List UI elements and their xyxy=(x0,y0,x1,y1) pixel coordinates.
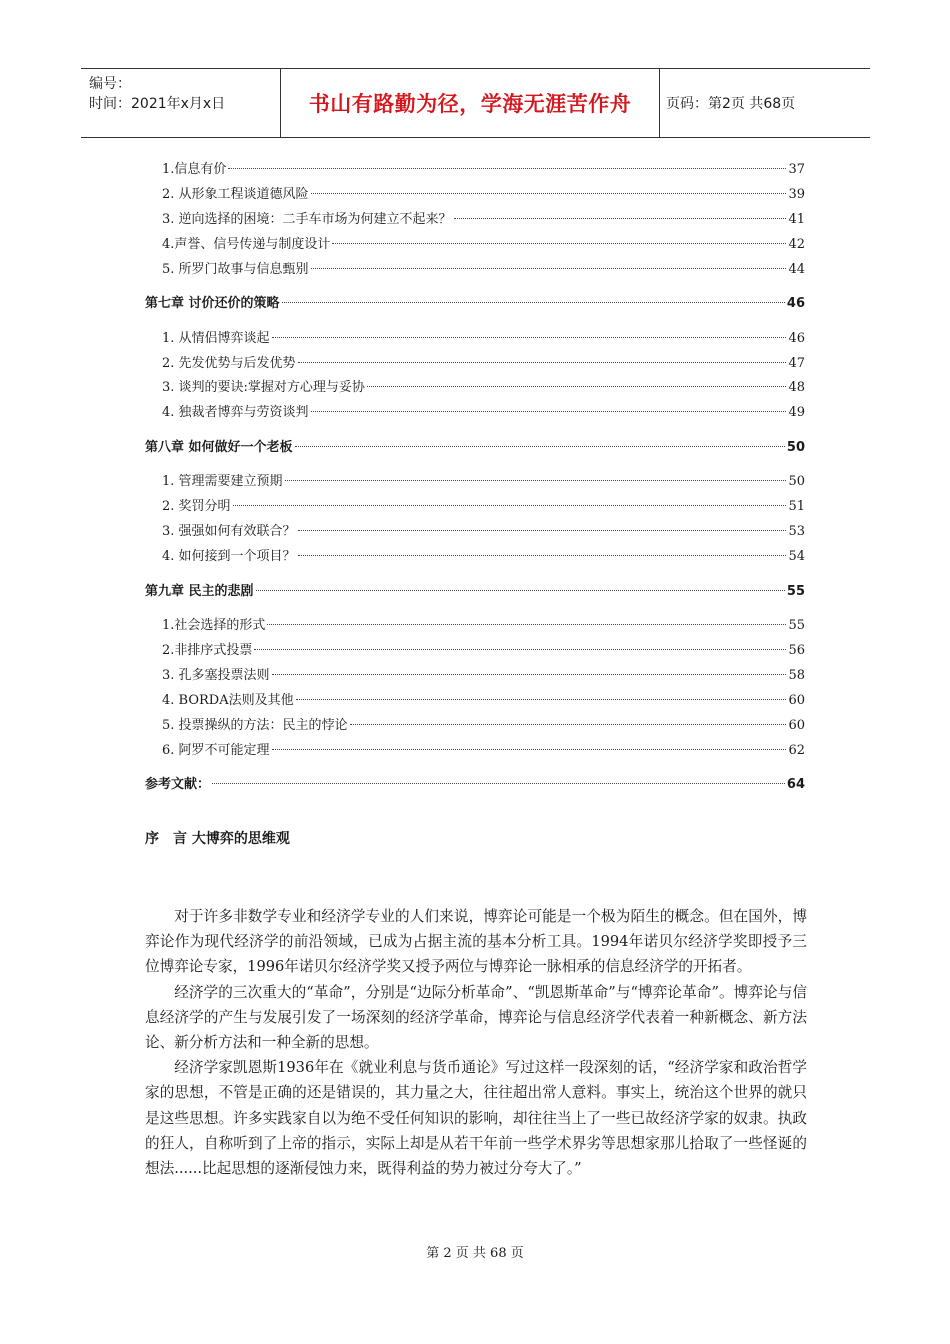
toc-leader-dots xyxy=(311,193,787,194)
toc-entry-title: 4. 如何接到一个项目？ xyxy=(162,549,296,565)
toc-entry-page: 64 xyxy=(786,777,805,793)
toc-entry-page: 41 xyxy=(788,211,805,227)
body-paragraph: 经济学的三次重大的“革命”，分别是“边际分析革命”、“凯恩斯革命”与“博弈论革命”。博弈论与信息经济学的产生与发展引发了一场深刻的经济学革命，博弈论与信息经济学代表着一种新概念、新方法论、新分析方法和一种全新的思想。 xyxy=(145,983,807,1052)
toc-leader-dots xyxy=(254,649,786,650)
toc-entry-row[interactable] xyxy=(145,258,805,283)
toc-entry-row[interactable] xyxy=(145,739,805,764)
toc-entry-page: 50 xyxy=(786,439,805,455)
toc-entry-row[interactable] xyxy=(145,352,805,377)
toc-entry-page: 51 xyxy=(788,499,805,515)
toc-entry-row[interactable] xyxy=(145,614,805,639)
toc-entry-row[interactable] xyxy=(145,639,805,664)
toc-leader-dots xyxy=(350,724,787,725)
page-footer: 第 2 页 共 68 页 xyxy=(426,1246,524,1261)
toc-gap xyxy=(145,461,805,471)
toc-leader-dots xyxy=(296,699,787,700)
toc-entry-title: 第九章 民主的悲剧 xyxy=(145,583,254,599)
toc-leader-dots xyxy=(256,590,785,591)
toc-entry-row[interactable] xyxy=(145,470,805,495)
toc-leader-dots xyxy=(367,386,787,387)
section-title: 序 言 大博弈的思维观 xyxy=(145,831,290,847)
toc-leader-dots xyxy=(298,555,787,556)
toc-entry-page: 55 xyxy=(786,583,805,599)
toc-entry-page: 50 xyxy=(788,474,805,490)
toc-entry-title: 4.声誉、信号传递与制度设计 xyxy=(162,236,331,252)
toc-leader-dots xyxy=(272,674,787,675)
toc-entry-row[interactable] xyxy=(145,495,805,520)
toc-entry-title: 2. 先发优势与后发优势 xyxy=(162,355,296,371)
toc-entry-page: 42 xyxy=(788,236,805,252)
toc-chapter-row[interactable] xyxy=(145,292,805,317)
body-paragraph: 经济学家凯恩斯1936年在《就业利息与货币通论》写过这样一段深刻的话，“经济学家和政治哲学家的思想，不管是正确的还是错误的，其力量之大，往往超出常人意料。事实上，统治这个世界的就只是这些思想。许多实践家自以为绝不受任何知识的影响，却往往当上了一些已故经济学家的奴隶。执政的狂人，自称听到了上帝的指示，实际上却是从若干年前一些学术界劣等思想家那儿拾取了一些怪诞的想法......比起思想的逐渐侵蚀力来，既得利益的势力被过分夸大了。” xyxy=(145,1059,807,1178)
toc-entry-row[interactable] xyxy=(145,545,805,570)
toc-entry-row[interactable] xyxy=(145,714,805,739)
header-slogan: 书山有路勤为径，学海无涯苦作舟 xyxy=(308,92,632,116)
toc-entry-row[interactable] xyxy=(145,327,805,352)
toc-entry-title: 3. 强强如何有效联合？ xyxy=(162,524,296,540)
toc-leader-dots xyxy=(282,302,785,303)
toc-entry-title: 3. 逆向选择的困境：二手车市场为何建立不起来？ xyxy=(162,211,452,227)
toc-entry-row[interactable] xyxy=(145,208,805,233)
toc-entry-row[interactable] xyxy=(145,158,805,183)
toc-leader-dots xyxy=(228,168,786,169)
toc-entry-page: 44 xyxy=(788,261,805,277)
header-table xyxy=(81,68,870,138)
toc-chapter-row[interactable] xyxy=(145,436,805,461)
toc-entry-page: 62 xyxy=(788,742,805,758)
toc-entry-page: 47 xyxy=(788,355,805,371)
header-page-cell xyxy=(660,69,870,137)
toc-entry-title: 4. BORDA法则及其他 xyxy=(162,692,294,708)
toc-entry-row[interactable] xyxy=(145,520,805,545)
toc-entry-page: 37 xyxy=(788,162,805,177)
toc-entry-page: 58 xyxy=(788,667,805,683)
toc-entry-row[interactable] xyxy=(145,664,805,689)
header-slogan-cell xyxy=(281,69,660,137)
toc-entry-row[interactable] xyxy=(145,401,805,426)
toc-entry-title: 1. 从情侣博弈谈起 xyxy=(162,330,270,346)
toc-chapter-row[interactable] xyxy=(145,580,805,605)
toc-entry-page: 48 xyxy=(788,380,805,396)
toc-entry-page: 39 xyxy=(788,186,805,202)
body-text xyxy=(145,904,807,1181)
toc-entry-title: 3. 孔多塞投票法则 xyxy=(162,667,270,683)
toc-entry-title: 2.非排序式投票 xyxy=(162,642,253,658)
toc-leader-dots xyxy=(298,362,787,363)
toc-entry-title: 2. 奖罚分明 xyxy=(162,499,231,515)
body-paragraph: 对于许多非数学专业和经济学专业的人们来说，博弈论可能是一个极为陌生的概念。但在国外，博弈论作为现代经济学的前沿领域，已成为占据主流的基本分析工具。1994年诺贝尔经济学奖即授予三位博弈论专家，1996年诺贝尔经济学奖又授予两位与博弈论一脉相承的信息经济学的开拓者。 xyxy=(145,908,807,976)
toc-entry-title: 2. 从形象工程谈道德风险 xyxy=(162,186,309,202)
toc-entry-row[interactable] xyxy=(145,689,805,714)
toc-entry-page: 55 xyxy=(788,618,805,634)
toc-gap xyxy=(145,283,805,293)
toc-entry-row[interactable] xyxy=(145,183,805,208)
toc-leader-dots xyxy=(311,268,787,269)
toc-entry-page: 56 xyxy=(788,642,805,658)
toc-entry-page: 53 xyxy=(788,524,805,540)
toc-entry-title: 参考文献： xyxy=(145,777,211,793)
toc-leader-dots xyxy=(212,783,785,784)
toc-gap xyxy=(145,317,805,327)
toc-leader-dots xyxy=(332,243,786,244)
toc-entry-row[interactable] xyxy=(145,233,805,258)
toc-leader-dots xyxy=(285,480,787,481)
toc-gap xyxy=(145,604,805,614)
toc-chapter-row[interactable] xyxy=(145,773,805,798)
toc-gap xyxy=(145,426,805,436)
header-page-info: 页码：第2页 共68页 xyxy=(666,96,796,112)
toc-leader-dots xyxy=(298,530,787,531)
toc-leader-dots xyxy=(272,749,787,750)
toc-entry-page: 46 xyxy=(786,296,805,312)
table-of-contents xyxy=(145,158,805,798)
toc-entry-page: 49 xyxy=(788,405,805,421)
toc-entry-page: 60 xyxy=(788,717,805,733)
header-time-label: 时间：2021年x月x日 xyxy=(89,96,226,112)
toc-gap xyxy=(145,764,805,774)
toc-entry-title: 第七章 讨价还价的策略 xyxy=(145,296,280,312)
toc-entry-row[interactable] xyxy=(145,376,805,401)
header-left-cell xyxy=(81,69,281,137)
header-code-label: 编号： xyxy=(89,76,131,92)
toc-entry-title: 1. 管理需要建立预期 xyxy=(162,474,283,490)
toc-gap xyxy=(145,570,805,580)
toc-entry-title: 第八章 如何做好一个老板 xyxy=(145,439,293,455)
toc-entry-title: 3. 谈判的要诀:掌握对方心理与妥协 xyxy=(162,380,365,396)
toc-leader-dots xyxy=(267,624,786,625)
toc-entry-page: 46 xyxy=(788,330,805,346)
toc-entry-title: 1.信息有价 xyxy=(162,162,227,177)
toc-entry-page: 54 xyxy=(788,549,805,565)
toc-leader-dots xyxy=(454,218,787,219)
toc-leader-dots xyxy=(233,505,787,506)
toc-entry-title: 4. 独裁者博弈与劳资谈判 xyxy=(162,405,309,421)
toc-leader-dots xyxy=(311,411,787,412)
toc-entry-title: 5. 投票操纵的方法：民主的悖论 xyxy=(162,717,348,733)
toc-entry-page: 60 xyxy=(788,692,805,708)
toc-leader-dots xyxy=(295,446,785,447)
toc-entry-title: 1.社会选择的形式 xyxy=(162,618,266,634)
toc-entry-title: 5. 所罗门故事与信息甄别 xyxy=(162,261,309,277)
toc-entry-title: 6. 阿罗不可能定理 xyxy=(162,742,270,758)
toc-leader-dots xyxy=(272,337,787,338)
